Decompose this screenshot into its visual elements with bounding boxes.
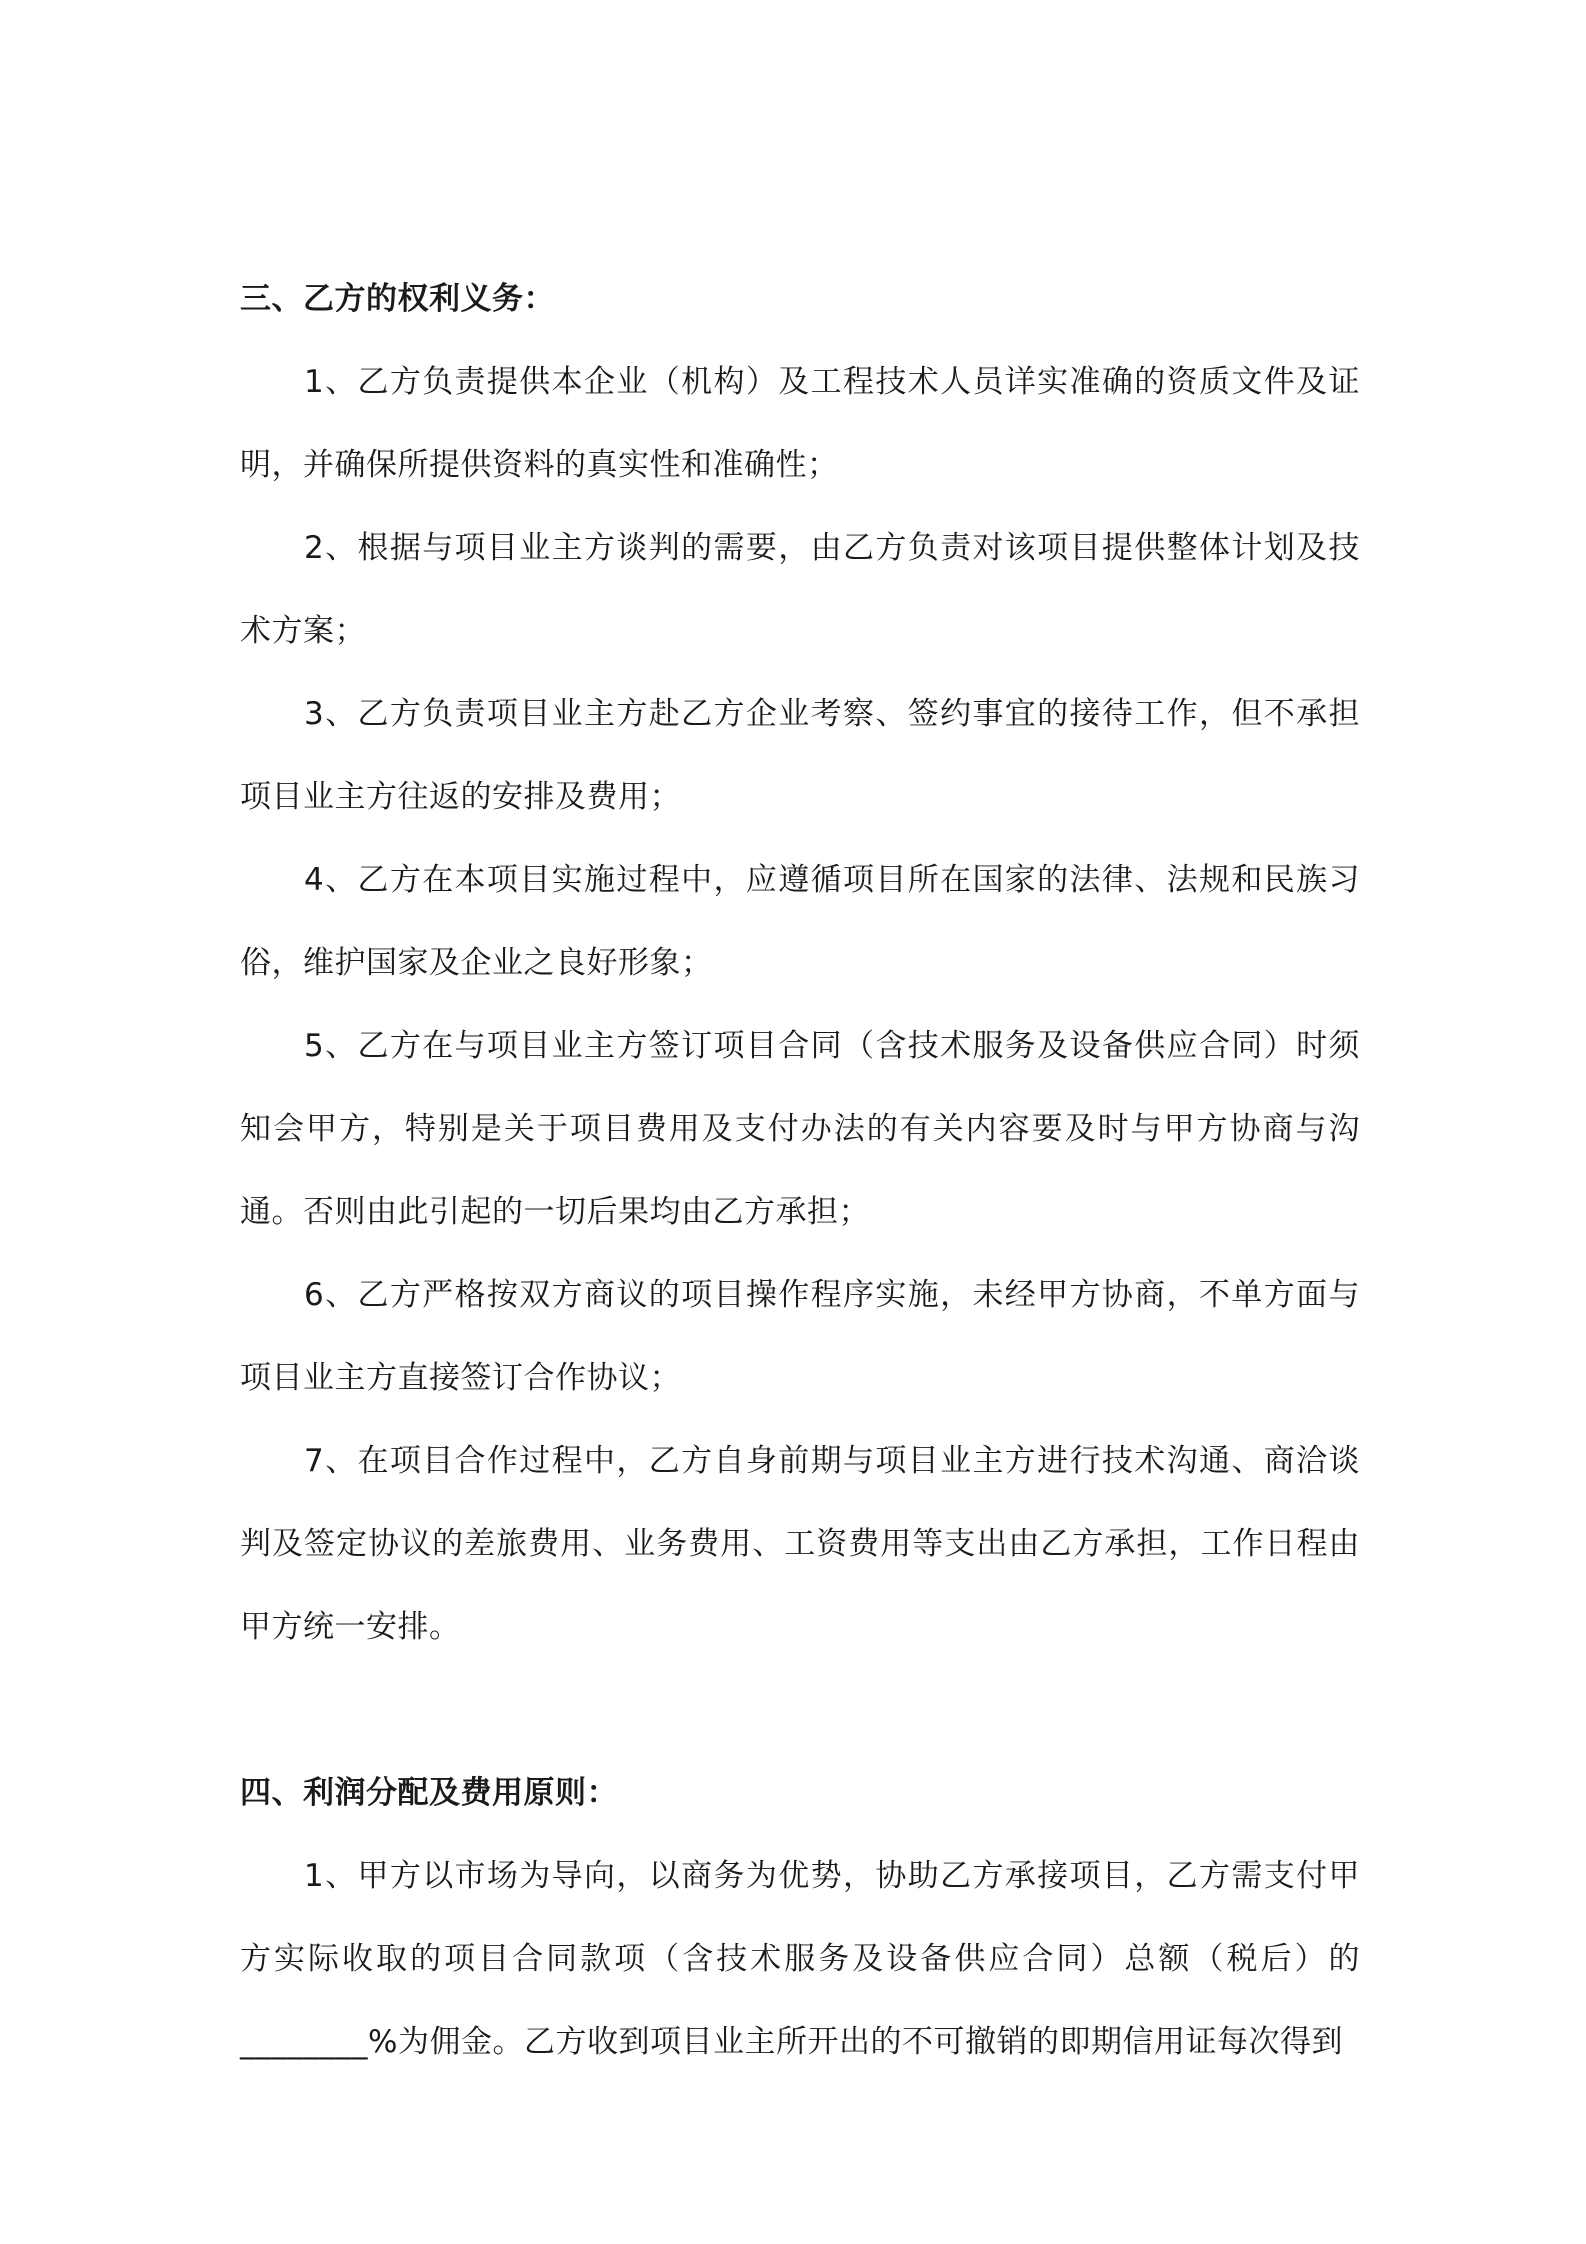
section-3-item-1: 1、乙方负责提供本企业（机构）及工程技术人员详实准确的资质文件及证明，并确保所提供资料的真实性和准确性；	[240, 364, 1360, 483]
section-spacer	[240, 1669, 1360, 1752]
section-4-item-1: 1、甲方以市场为导向，以商务为优势，协助乙方承接项目，乙方需支付甲方实际收取的项目合同款项（含技术服务及设备供应合同）总额（税后）的________%为佣金。乙方收到项目业主所开出的不可撤销的即期信用证每次得到	[240, 1858, 1360, 2060]
section-3-item-4: 4、乙方在本项目实施过程中，应遵循项目所在国家的法律、法规和民族习俗，维护国家及企业之良好形象；	[240, 862, 1360, 981]
section-3-item-7: 7、在项目合作过程中，乙方自身前期与项目业主方进行技术沟通、商洽谈判及签定协议的差旅费用、业务费用、工资费用等支出由乙方承担，工作日程由甲方统一安排。	[240, 1443, 1360, 1645]
section-3-item-3: 3、乙方负责项目业主方赴乙方企业考察、签约事宜的接待工作，但不承担项目业主方往返的安排及费用；	[240, 696, 1360, 815]
document-body	[240, 258, 1360, 2084]
section-3-heading: 三、乙方的权利义务：	[240, 281, 555, 317]
section-4-heading: 四、利润分配及费用原则：	[240, 1775, 618, 1811]
section-3-item-2: 2、根据与项目业主方谈判的需要，由乙方负责对该项目提供整体计划及技术方案；	[240, 530, 1360, 649]
section-3-item-5: 5、乙方在与项目业主方签订项目合同（含技术服务及设备供应合同）时须知会甲方，特别是关于项目费用及支付办法的有关内容要及时与甲方协商与沟通。否则由此引起的一切后果均由乙方承担；	[240, 1028, 1360, 1230]
section-3-item-6: 6、乙方严格按双方商议的项目操作程序实施，未经甲方协商，不单方面与项目业主方直接签订合作协议；	[240, 1277, 1360, 1396]
